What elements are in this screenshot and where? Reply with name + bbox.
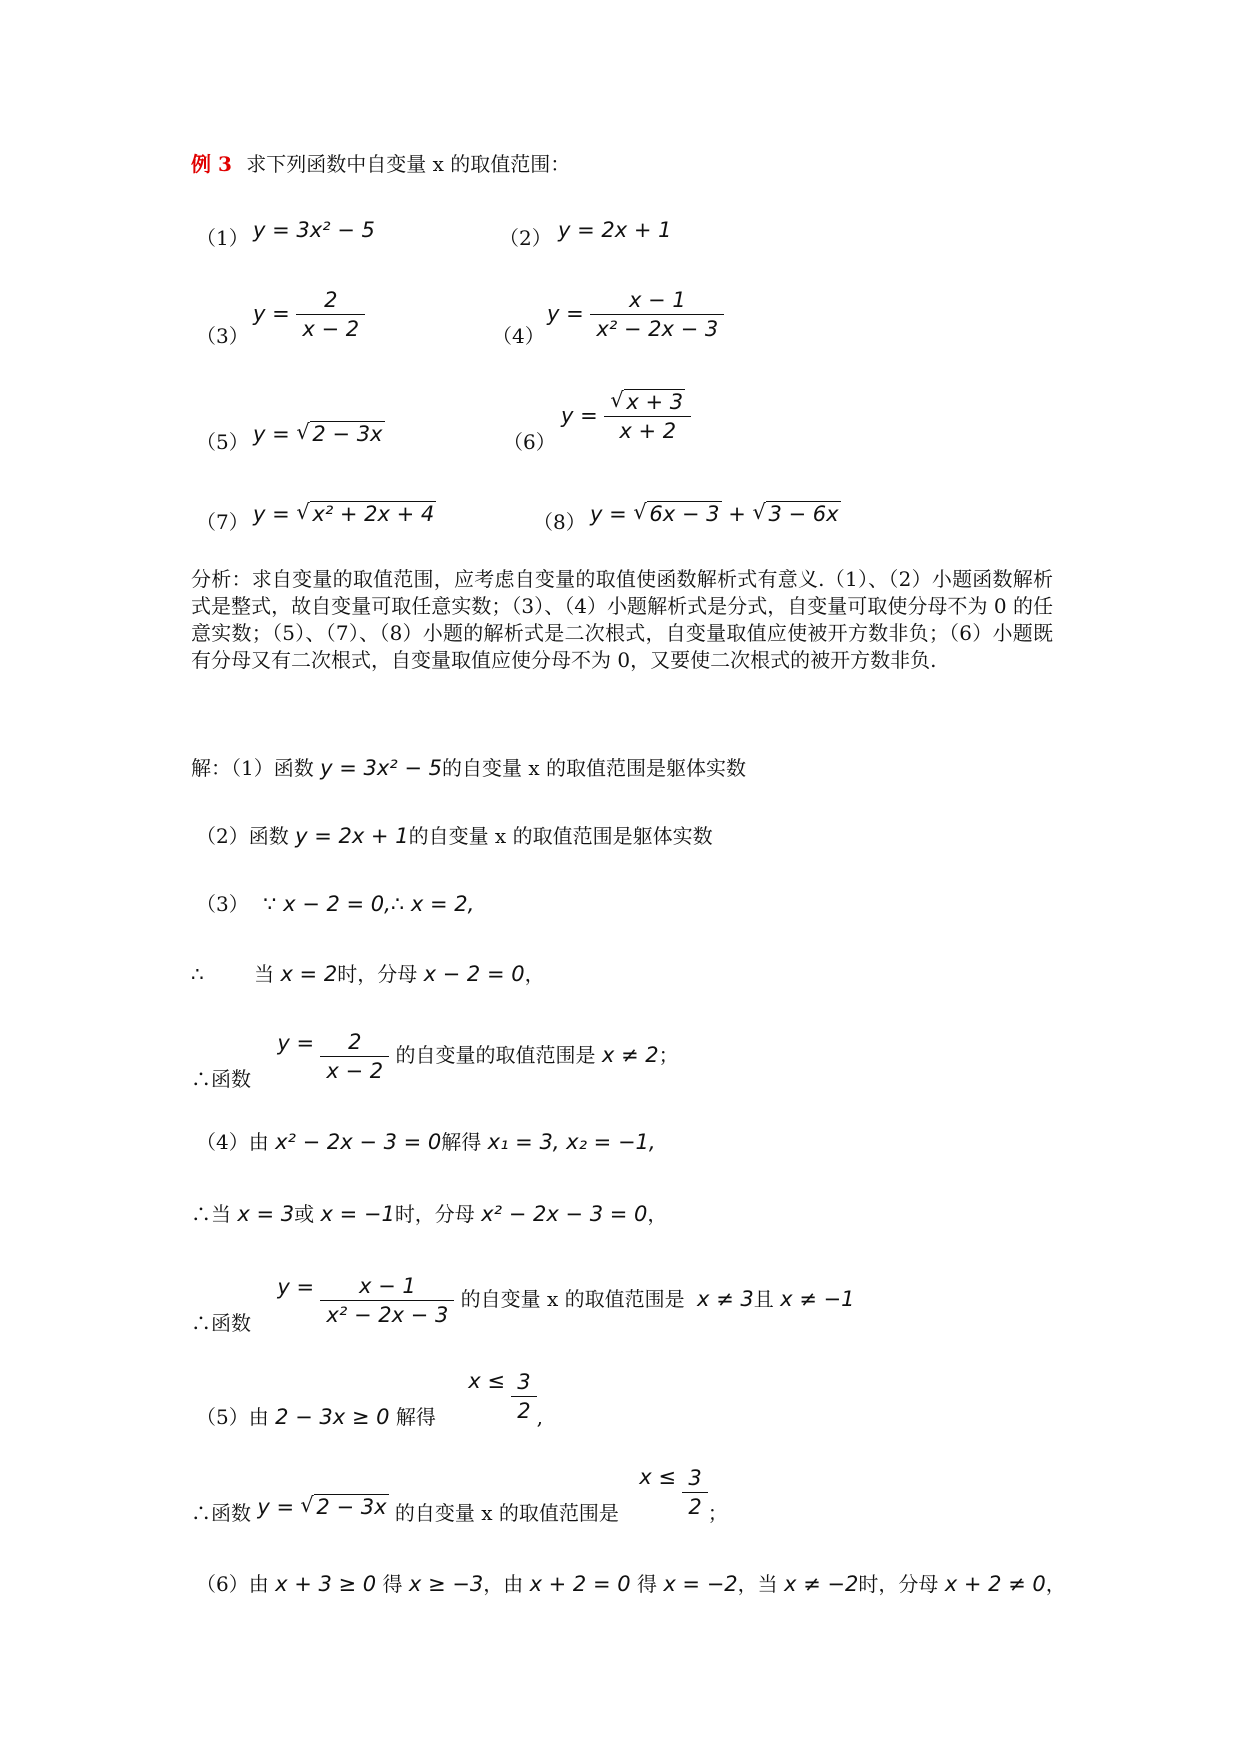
item-3-formula: y = $\frac{2}{x - 2}$ xyxy=(253,288,365,341)
solution-3: （3） ∵ x − 2 = 0,∴ x = 2, xyxy=(196,892,475,916)
example-label: 例 3 xyxy=(191,152,232,176)
item-2-formula: y = 2x + 1 xyxy=(558,218,672,242)
item-8-label: （8） xyxy=(533,510,586,534)
solution-4-when: ∴当 x = 3或 x = −1时，分母 x² − 2x − 3 = 0， xyxy=(191,1202,668,1226)
solution-4-result: ∴函数 y = $\frac{x - 1}{\text{x² − 2x − 3}}$ 的自变量 x 的取值范围是 x ≠ 3且 x ≠ −1 xyxy=(191,1274,855,1335)
item-2-label: （2） xyxy=(499,226,552,250)
example-heading xyxy=(191,152,570,176)
item-3-label: （3） xyxy=(196,324,249,348)
solution-5: （5）由 2 − 3x ≥ 0 解得 x ≤ $\frac{3}{2}$ , xyxy=(196,1369,544,1429)
item-7-label: （7） xyxy=(196,510,249,534)
item-6-label: （6） xyxy=(503,430,556,454)
solution-4: （4）由 x² − 2x − 3 = 0解得 x₁ = 3, x₂ = −1, xyxy=(196,1130,656,1154)
solution-5-result: ∴函数 y = √ 2 − 3x 的自变量 x 的取值范围是 x ≤ $\frac{3}{2}$ ； xyxy=(191,1465,728,1525)
item-7-formula: y = √ x² + 2x + 4 xyxy=(253,500,435,526)
item-4-formula: y = $\frac{x - 1}{\text{x² − 2x − 3}}$ xyxy=(547,288,724,341)
solution-3-when: ∴ 当 x = 2时，分母 x − 2 = 0， xyxy=(191,962,545,986)
analysis-paragraph: 分析：求自变量的取值范围，应考虑自变量的取值使函数解析式有意义.（1）、（2）小题函数解析式是整式，故自变量可取任意实数；（3）、（4）小题解析式是分式，自变量可取使分母不为 0 的任意实数；（5）、（7）、（8）小题的解析式是二次根式，自变量取值应使被开方数非负；（6）小题既有分母又有二次根式，自变量取值应使分母不为 0，又要使二次根式的被开方数非负. xyxy=(191,567,1053,672)
solution-1: 解：（1）函数 y = 3x² − 5的自变量 x 的取值范围是躯体实数 xyxy=(191,756,746,780)
item-4-label: （4） xyxy=(492,324,545,348)
item-5-label: （5） xyxy=(196,430,249,454)
item-1-label: （1） xyxy=(196,226,249,250)
solution-3-result: ∴函数 y = $\frac{2}{x - 2}$ 的自变量的取值范围是 x ≠ 2； xyxy=(191,1030,679,1091)
example-title: 求下列函数中自变量 x 的取值范围： xyxy=(246,152,571,176)
item-1-formula: y = 3x² − 5 xyxy=(253,218,375,242)
item-8-formula: y = √ 6x − 3 + √ 3 − 6x xyxy=(590,500,839,526)
item-5-formula: y = √ 2 − 3x xyxy=(253,420,383,446)
solution-2: （2）函数 y = 2x + 1的自变量 x 的取值范围是躯体实数 xyxy=(196,824,713,848)
item-6-formula: y = √ x + 3 x + 2 xyxy=(561,390,691,443)
solution-6: （6）由 x + 3 ≥ 0 得 x ≥ −3，由 x + 2 = 0 得 x = −2，当 x ≠ −2时，分母 x + 2 ≠ 0， xyxy=(196,1572,1066,1596)
